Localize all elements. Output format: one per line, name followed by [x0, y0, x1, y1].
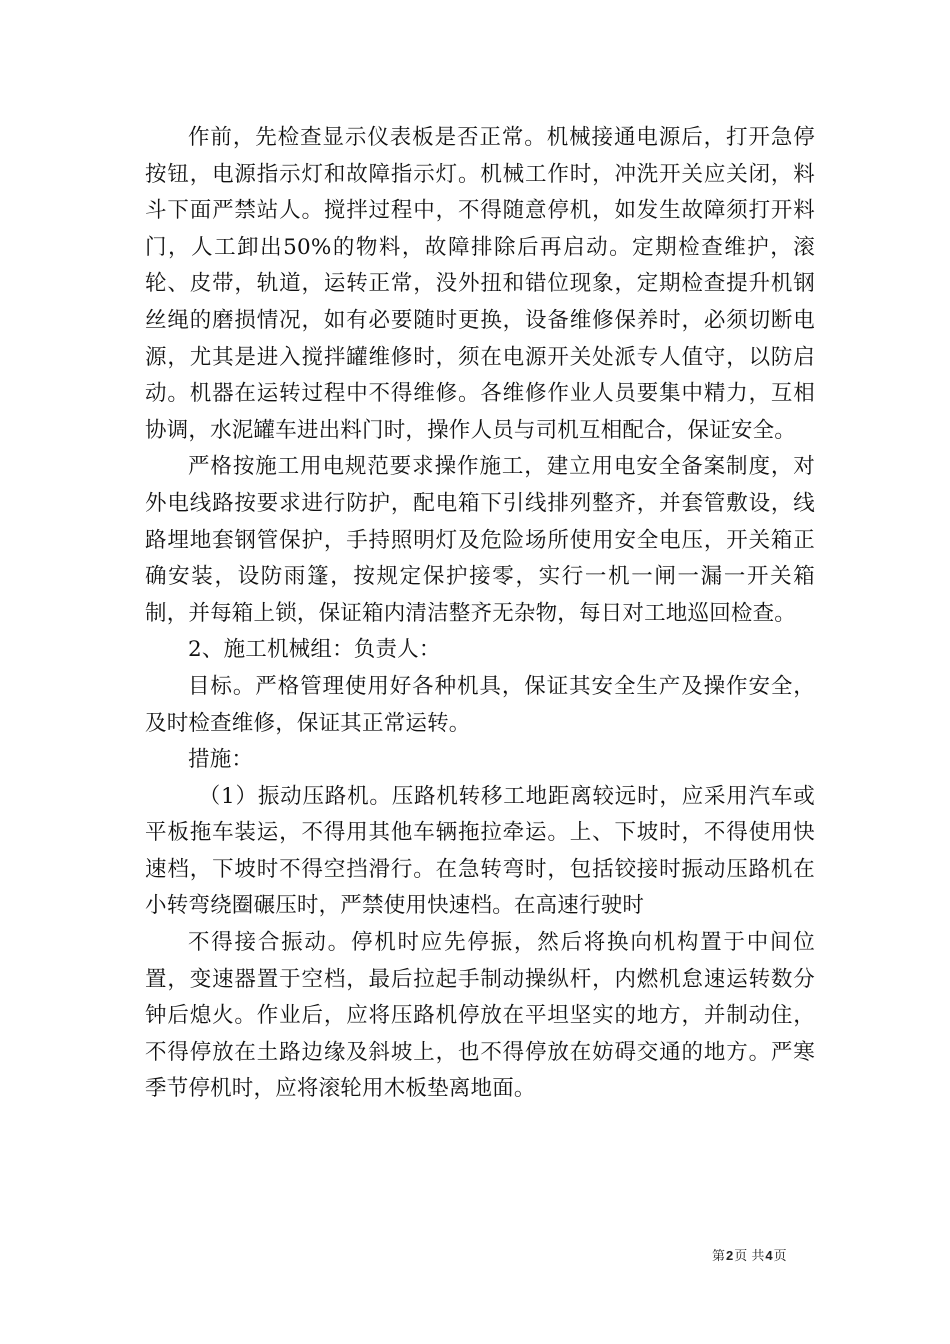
paragraph-measures-label: 措施：: [188, 747, 254, 773]
paragraph-mixer-maintenance: 作前，先检查显示仪表板是否正常。机械接通电源后，打开急停按钮，电源指示灯和故障指示灯。机械工作时，冲洗开关应关闭，料斗下面严禁站人。搅拌过程中，不得随意停机，如发生故障须打开料门，人工卸出50%的物料，故障排除后再启动。定期检查维护，滚轮、皮带，轨道，运转正常，没外扭和错位现象，定期检查提升机钢丝绳的磨损情况，如有必要随时更换，设备维修保养时，必须切断电源，尤其是进入搅拌罐维修时，须在电源开关处派专人值守，以防启动。机器在运转过程中不得维修。各维修作业人员要集中精力，互相协调，水泥罐车进出料门时，操作人员与司机互相配合，保证安全。: [145, 125, 815, 443]
page-footer: [712, 1247, 787, 1266]
paragraph-goal: 目标。严格管理使用好各种机具，保证其安全生产及操作安全，及时检查维修，保证其正常运转。: [145, 673, 815, 736]
paragraph-electrical-safety: 严格按施工用电规范要求操作施工，建立用电安全备案制度，对外电线路按要求进行防护，配电箱下引线排列整齐，并套管敷设，线路埋地套钢管保护，手持照明灯及危险场所使用安全电压，开关箱正确安装，设防雨篷，按规定保护接零，实行一机一闸一漏一开关箱制，并每箱上锁，保证箱内清洁整齐无杂物，每日对工地巡回检查。: [145, 454, 815, 626]
footer-suffix: 页: [773, 1249, 787, 1264]
paragraph-section-heading: 2、施工机械组：负责人：: [188, 637, 441, 663]
footer-current-page: 2: [726, 1248, 734, 1263]
footer-middle: 页 共: [734, 1249, 765, 1264]
footer-total-pages: 4: [765, 1248, 773, 1263]
footer-prefix: 第: [712, 1249, 726, 1264]
paragraph-roller-parking: 不得接合振动。停机时应先停振，然后将换向机构置于中间位置，变速器置于空档，最后拉起手制动操纵杆，内燃机怠速运转数分钟后熄火。作业后，应将压路机停放在平坦坚实的地方，并制动住，不得停放在土路边缘及斜坡上，也不得停放在妨碍交通的地方。严寒季节停机时，应将滚轮用木板垫离地面。: [145, 930, 815, 1102]
paragraph-vibratory-roller: （1）振动压路机。压路机转移工地距离较远时，应采用汽车或平板拖车装运，不得用其他车辆拖拉牵运。上、下坡时，不得使用快速档，下坡时不得空挡滑行。在急转弯时，包括铰接时振动压路机在小转弯绕圈碾压时，严禁使用快速档。在高速行驶时: [145, 783, 815, 919]
document-body: [145, 120, 815, 1108]
